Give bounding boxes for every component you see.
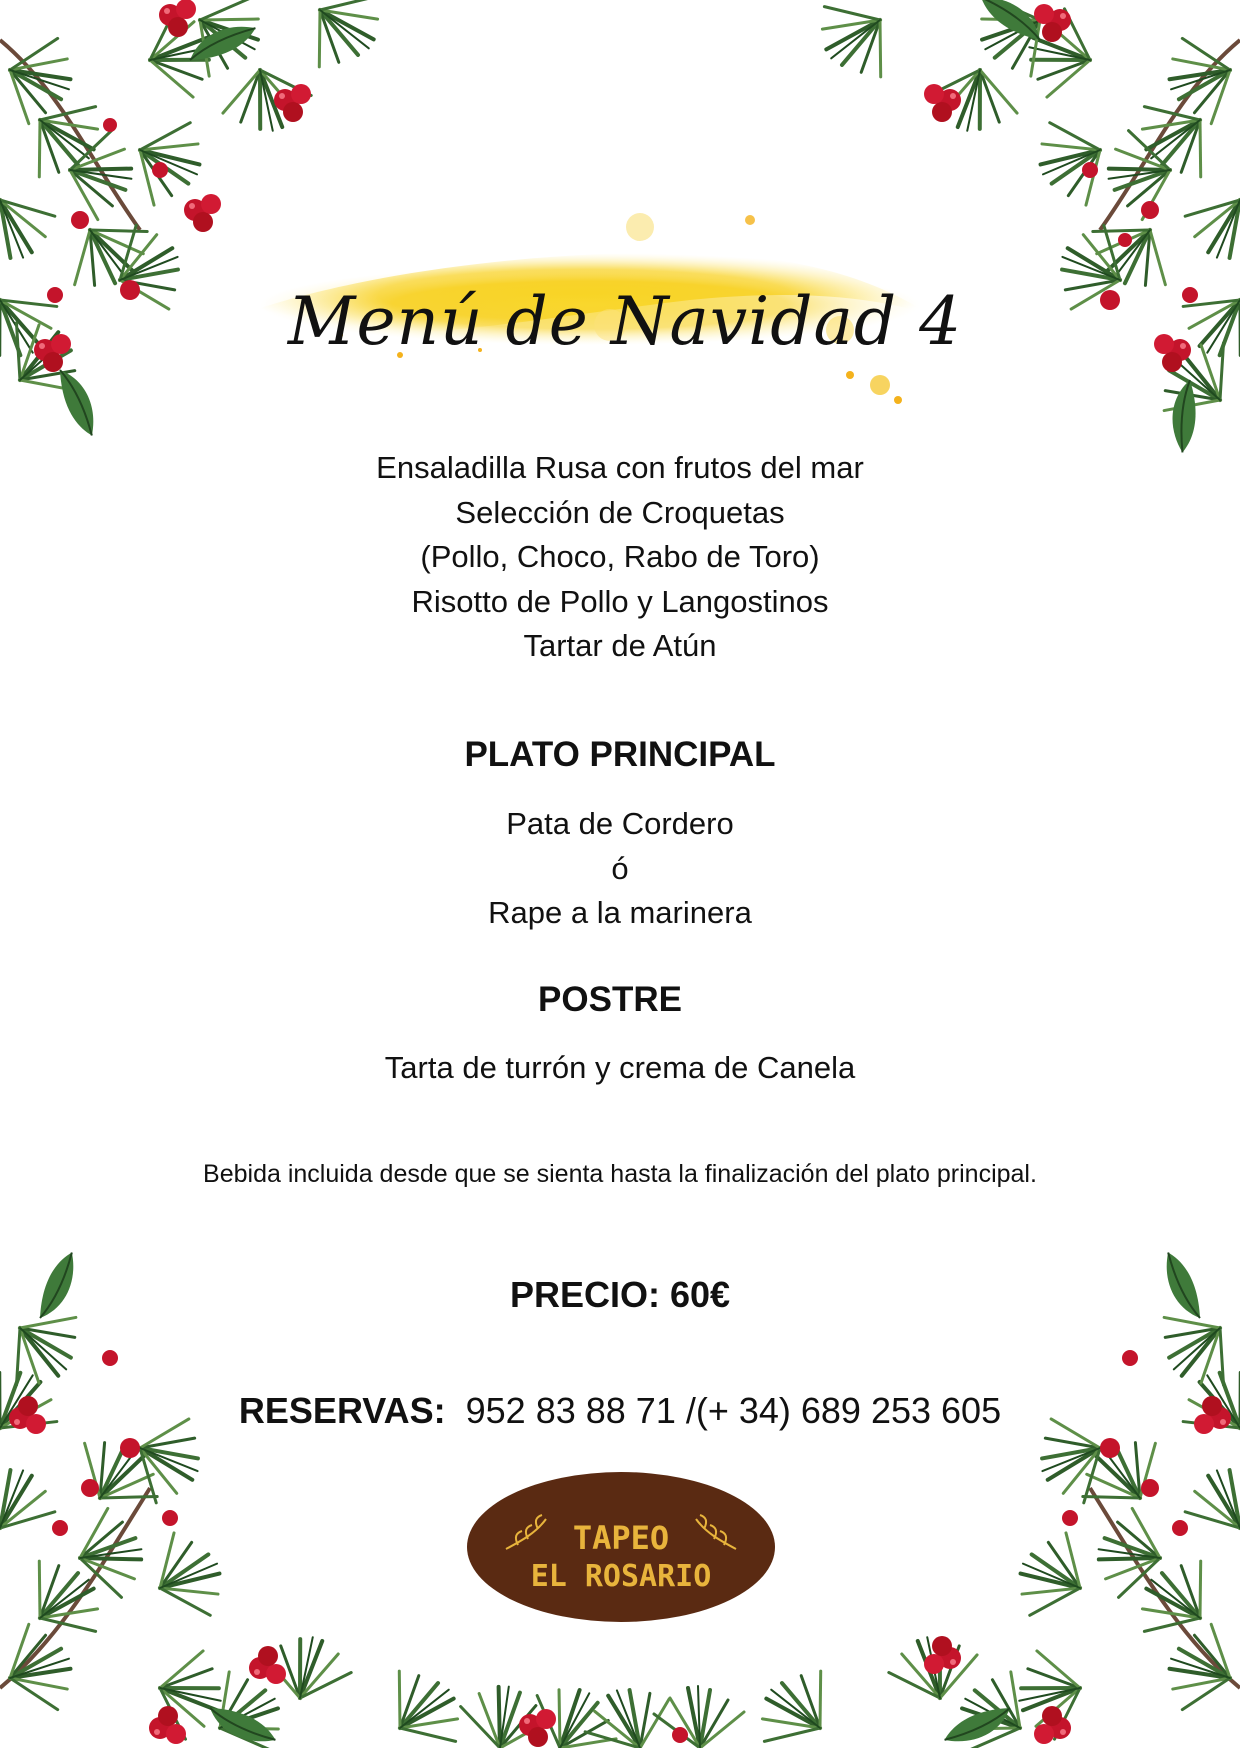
starters-list [0, 446, 1240, 669]
list-item: Tartar de Atún [523, 628, 717, 663]
list-item: Pata de Cordero [506, 806, 734, 841]
main-course-list [0, 802, 1240, 936]
list-item: Risotto de Pollo y Langostinos [411, 583, 829, 619]
tapeo-el-rosario-logo [466, 1471, 776, 1623]
reservations-line [0, 1390, 1240, 1432]
dessert-list [0, 1046, 1240, 1091]
dessert-heading-text: POSTRE [538, 980, 682, 1019]
list-item: Selección de Croquetas [455, 494, 785, 530]
main-course-heading-text: PLATO PRINCIPAL [464, 735, 776, 774]
logo-line1: TAPEO [572, 1519, 670, 1557]
reservations-label: RESERVAS: [238, 1390, 446, 1431]
logo-line2: EL ROSARIO [530, 1559, 712, 1594]
list-item: Ensaladilla Rusa con frutos del mar [376, 450, 864, 485]
price-value: 60€ [669, 1274, 731, 1315]
menu-title: Menú de Navidad 4 [287, 283, 963, 360]
list-item: Tarta de turrón y crema de Canela [384, 1050, 856, 1085]
list-item: ó [611, 850, 629, 886]
reservations-phones: 952 83 88 71 /(+ 34) 689 253 605 [465, 1390, 1002, 1431]
drink-note: Bebida incluida desde que se sienta hasta la finalización del plato principal. [203, 1160, 1037, 1188]
price-line [0, 1274, 1240, 1316]
list-item: Rape a la marinera [488, 895, 752, 930]
price-label: PRECIO: [509, 1274, 660, 1315]
list-item: (Pollo, Choco, Rabo de Toro) [420, 539, 820, 574]
title-banner [230, 205, 1020, 445]
